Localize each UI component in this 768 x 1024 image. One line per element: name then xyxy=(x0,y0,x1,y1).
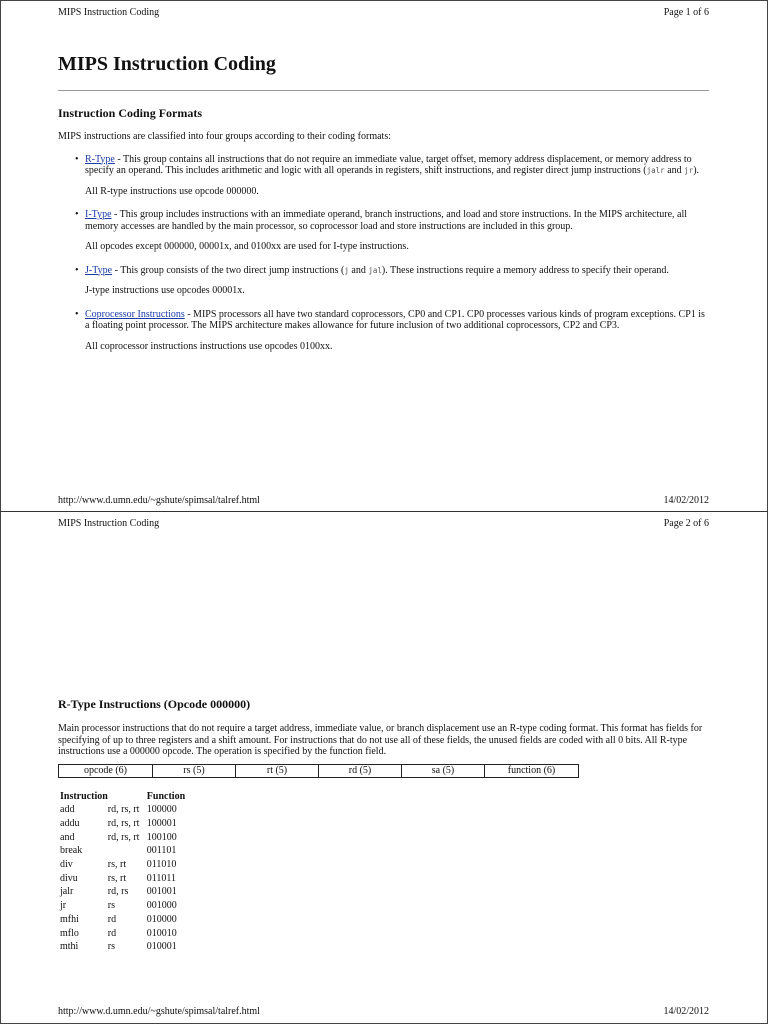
instruction-operands: rs xyxy=(107,900,116,912)
table-row xyxy=(60,803,185,817)
table-row xyxy=(60,899,185,913)
item-description: ). These instructions require a memory address to specify their operand. xyxy=(381,264,669,276)
function-code: 010001 xyxy=(146,941,177,953)
column-header-function: Function xyxy=(146,790,186,802)
header-page-number: Page 2 of 6 xyxy=(663,518,709,529)
bullet: • xyxy=(75,308,79,320)
instruction-mnemonic: and xyxy=(60,831,75,843)
footer-date: 14/02/2012 xyxy=(663,495,709,506)
instruction-mnemonic: add xyxy=(60,804,75,816)
function-code: 010000 xyxy=(146,913,177,925)
instruction-table-body xyxy=(60,803,185,954)
code-jal: jal xyxy=(368,265,382,275)
instruction-operands: rd, rs, rt xyxy=(107,804,140,816)
section-heading: Instruction Coding Formats xyxy=(58,106,203,120)
table-row xyxy=(60,844,185,858)
r-type-link[interactable]: R-Type xyxy=(85,153,115,165)
header-title: MIPS Instruction Coding xyxy=(58,7,160,18)
list-item-r-type xyxy=(58,154,709,198)
list-item-text xyxy=(85,265,709,277)
instruction-operands: rs, rt xyxy=(107,859,127,871)
section-paragraph: Main processor instructions that do not require a target address, immediate value, or branch displacement use an R-type coding format. This format has fields for specifying of up to three registers and a shift amount. For instructions that do not use all of these fields, the unused fields are coded with all 0 bits. All R-type instructions use a 000000 opcode. The operation is specified by the function field. xyxy=(58,723,703,757)
item-description: - This group consists of the two direct jump instructions ( xyxy=(112,264,345,276)
function-code: 001001 xyxy=(146,886,177,898)
document-title: MIPS Instruction Coding xyxy=(58,53,276,75)
field-sa: sa (5) xyxy=(402,764,485,777)
bullet: • xyxy=(75,264,79,276)
list-item-text xyxy=(85,154,709,177)
table-row xyxy=(60,913,185,927)
item-description: and xyxy=(348,264,369,276)
code-j: j xyxy=(344,265,349,275)
item-description: - This group includes instructions with an immediate operand, branch instructions, and load and store instructions. In the MIPS architecture, all memory accesses are handled by the main processor, so coprocessor load and store instructions are included in this group. xyxy=(85,209,688,232)
table-row xyxy=(60,872,185,886)
instruction-operands: rs xyxy=(107,941,116,953)
page-header xyxy=(58,7,709,19)
list-item-text xyxy=(85,309,709,332)
instruction-mnemonic: mthi xyxy=(60,941,79,953)
format-fields-row xyxy=(59,764,579,777)
page-content xyxy=(58,697,709,954)
column-header-operands xyxy=(108,790,147,804)
instruction-mnemonic: mflo xyxy=(60,927,79,939)
footer-url: http://www.d.umn.edu/~gshute/spimsal/talref.html xyxy=(58,1006,260,1017)
function-code: 100100 xyxy=(146,831,177,843)
field-opcode: opcode (6) xyxy=(59,764,153,777)
bullet: • xyxy=(75,153,79,165)
header-page-number: Page 1 of 6 xyxy=(663,7,709,18)
item-description: and xyxy=(664,165,685,176)
format-group-list xyxy=(58,154,709,353)
bullet: • xyxy=(75,209,79,220)
table-row xyxy=(60,817,185,831)
table-row xyxy=(60,940,185,954)
item-description: - MIPS processors all have two standard coprocessors, CP0 and CP1. CP0 processes various kinds of program exceptions. CP1 is a floating point processor. The MIPS architecture makes allowance for future inclusion of two additional coprocessors, CP2 and CP3. xyxy=(85,308,705,331)
function-code: 001101 xyxy=(146,845,177,857)
page-content xyxy=(58,53,709,364)
footer-url: http://www.d.umn.edu/~gshute/spimsal/talref.html xyxy=(58,495,260,506)
function-code: 011010 xyxy=(146,859,177,871)
table-row xyxy=(60,858,185,872)
item-note: All opcodes except 000000, 00001x, and 0100xx are used for I-type instructions. xyxy=(85,241,409,252)
instruction-mnemonic: jalr xyxy=(60,886,74,898)
instruction-mnemonic: addu xyxy=(60,817,80,829)
table-header-row xyxy=(60,790,185,804)
item-description: ). xyxy=(693,165,700,176)
code-jalr: jalr xyxy=(646,166,665,175)
table-row xyxy=(60,885,185,899)
instruction-operands xyxy=(108,844,147,858)
field-function: function (6) xyxy=(485,764,579,777)
item-note: All R-type instructions use opcode 000000. xyxy=(85,185,259,197)
instruction-operands: rd, rs, rt xyxy=(107,831,140,843)
list-item-coprocessor xyxy=(58,309,709,353)
function-code: 011011 xyxy=(146,872,177,884)
intro-paragraph: MIPS instructions are classified into four groups according to their coding formats: xyxy=(58,131,391,142)
r-type-instruction-table xyxy=(60,790,185,954)
field-rt: rt (5) xyxy=(236,764,319,777)
instruction-format-diagram xyxy=(58,764,579,778)
section-heading: R-Type Instructions (Opcode 000000) xyxy=(58,697,251,711)
instruction-operands: rd xyxy=(107,913,117,925)
column-header-instruction: Instruction xyxy=(60,790,108,802)
item-note: J-type instructions use opcodes 00001x. xyxy=(85,285,245,296)
instruction-operands: rs, rt xyxy=(107,872,127,884)
instruction-mnemonic: divu xyxy=(60,872,78,884)
j-type-link[interactable]: J-Type xyxy=(85,264,113,276)
function-code: 010010 xyxy=(146,927,177,939)
field-rs: rs (5) xyxy=(153,764,236,777)
function-code: 100000 xyxy=(146,804,177,816)
code-jr: jr xyxy=(684,166,694,175)
function-code: 001000 xyxy=(146,900,177,912)
instruction-operands: rd xyxy=(107,927,117,939)
function-code: 100001 xyxy=(146,817,177,829)
instruction-operands: rd, rs, rt xyxy=(107,817,140,829)
field-rd: rd (5) xyxy=(319,764,402,777)
page-footer xyxy=(58,1006,709,1018)
page-header xyxy=(58,518,709,530)
instruction-mnemonic: mfhi xyxy=(60,913,79,925)
list-item-j-type xyxy=(58,265,709,297)
table-row xyxy=(60,831,185,845)
title-divider xyxy=(58,90,709,91)
instruction-mnemonic: break xyxy=(60,845,83,857)
coprocessor-instructions-link[interactable]: Coprocessor Instructions xyxy=(85,308,185,320)
instruction-mnemonic: div xyxy=(60,859,73,871)
table-row xyxy=(60,927,185,941)
i-type-link[interactable]: I-Type xyxy=(85,209,112,220)
item-note: All coprocessor instructions instructions use opcodes 0100xx. xyxy=(85,340,333,352)
header-title: MIPS Instruction Coding xyxy=(58,518,160,529)
footer-date: 14/02/2012 xyxy=(663,1006,709,1017)
instruction-mnemonic: jr xyxy=(60,900,67,912)
page-footer xyxy=(58,495,709,507)
item-description: - This group contains all instructions that do not require an immediate value, target offset, memory address displacement, or memory address to specify an operand. This includes arithmetic and logic with all operands in registers, shift instructions, and register direct jump instructions ( xyxy=(85,153,692,176)
instruction-operands: rd, rs xyxy=(107,886,129,898)
page-2 xyxy=(0,512,768,1024)
list-item-text xyxy=(85,209,709,232)
list-item-i-type xyxy=(58,209,709,253)
